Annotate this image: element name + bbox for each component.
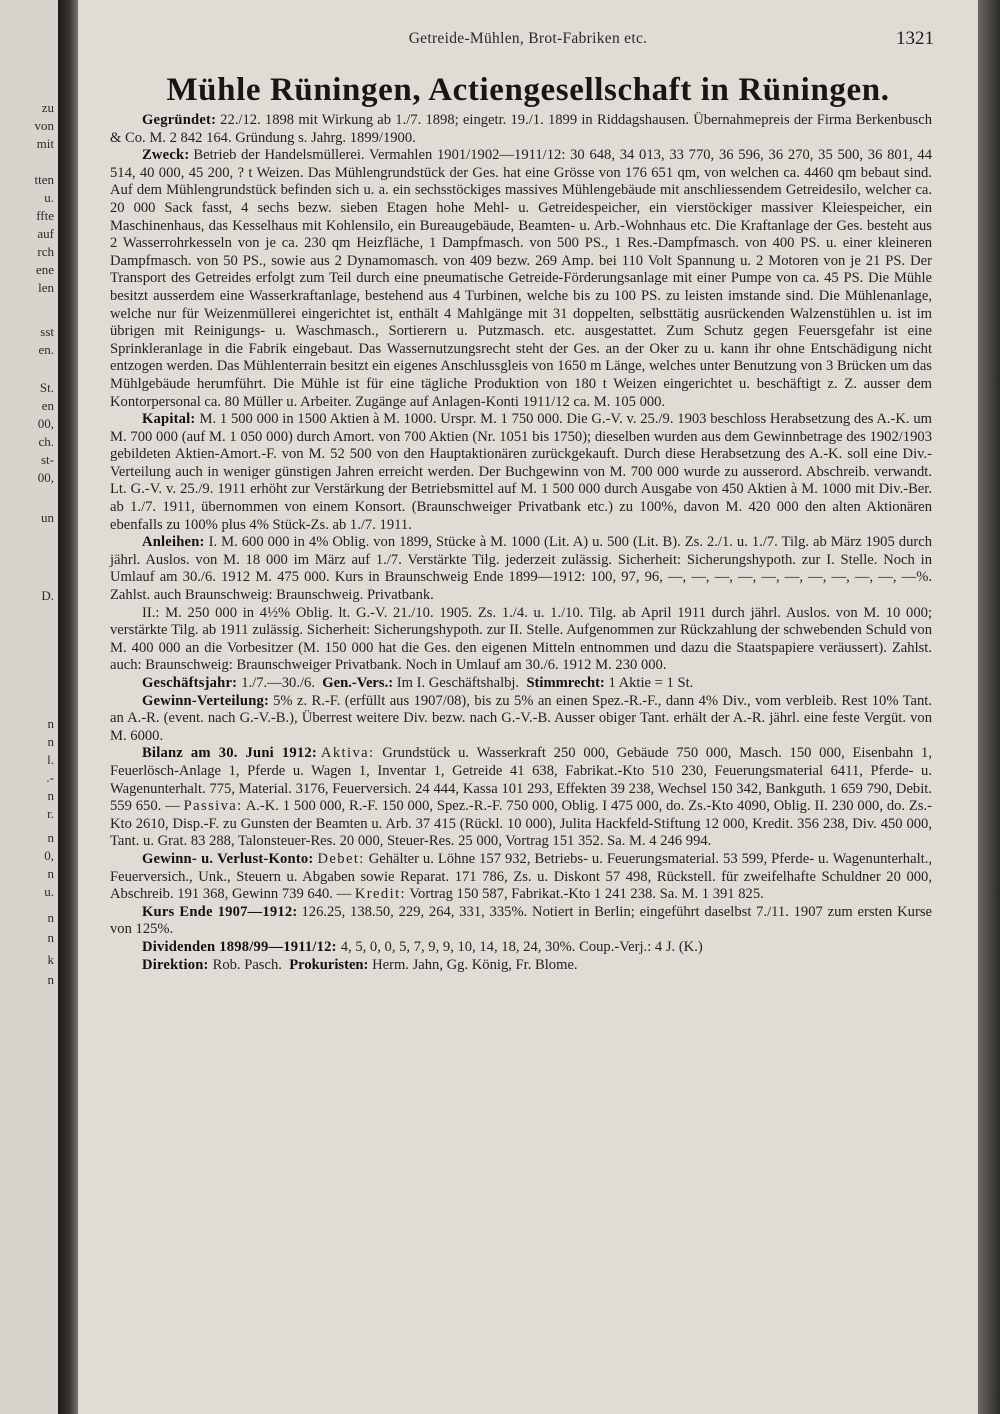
previous-page-fragment: k	[47, 952, 54, 967]
section-text: 5% z. R.-F. (erfüllt aus 1907/08), bis zu 5% an einen Spez.-R.-F., dann 4% Div., vom verbleib. Rest 10% Tant. an A.-R. (event. nach G.-V.-B.), Überrest weitere Div. bezw. nach G.-V.-B. Ausser obiger Tant. erhält der A.-R. jährl. eine feste Vergüt. von M. 6000.	[110, 692, 932, 744]
previous-page-fragment: u.	[44, 190, 54, 205]
section-anleihen-2	[110, 605, 932, 675]
previous-page-fragment: en.	[38, 342, 54, 357]
section-text: 126.25, 138.50, 229, 264, 331, 335%. Notiert in Berlin; eingeführt daselbst 7./11. 1907 zum ersten Kurse von 125%.	[110, 903, 932, 938]
previous-page-fragment: n	[47, 830, 54, 845]
previous-page-fragment: n	[47, 716, 54, 731]
section-text: 4, 5, 0, 0, 5, 7, 9, 9, 10, 14, 18, 24, 30%. Coup.-Verj.: 4 J. (K.)	[340, 938, 703, 955]
gen-vers-text: Im I. Geschäftshalbj.	[396, 675, 520, 691]
book-gutter	[58, 0, 78, 1414]
aktiva-label: Aktiva:	[320, 745, 375, 762]
entry-body	[110, 112, 932, 974]
kredit-label: Kredit:	[354, 886, 406, 903]
section-label: Gegründet:	[142, 112, 217, 128]
previous-page-fragment: n	[47, 910, 54, 925]
previous-page-fragment: sst	[40, 324, 54, 339]
passiva-label: Passiva:	[183, 798, 243, 815]
section-direktion	[110, 957, 932, 975]
section-gegruendet	[110, 112, 932, 147]
previous-page-fragment: n	[47, 734, 54, 749]
section-label: Kurs Ende 1907—1912:	[142, 903, 298, 920]
page	[78, 0, 978, 1414]
section-bilanz	[110, 745, 932, 851]
previous-page-fragment: .-	[46, 770, 54, 785]
section-label: Bilanz am 30. Juni 1912:	[142, 745, 317, 762]
debet-text: Gehälter u. Löhne 157 932, Betriebs- u. Feuerungsmaterial. 53 599, Pferde- u. Wagenunterhalt., Feuerversich., Unk., Steuern u. Abgaben sowie Reparat. 171 786, Zs. u. Diskont 57 498, Rückstell. für zweifelhafte Schuldner 20 000, Abschreib. 191 368, Gewinn 739 640. —	[110, 850, 932, 903]
section-gewinn-verteilung	[110, 693, 932, 746]
section-label: Anleihen:	[142, 534, 205, 551]
section-gewinn-verlust	[110, 851, 932, 904]
stimmrecht-text: 1 Aktie = 1 St.	[608, 675, 694, 691]
previous-page-fragment: von	[34, 118, 54, 133]
entry-title: Mühle Rüningen, Actiengesellschaft in Rüningen.	[166, 72, 890, 108]
section-text: I. M. 600 000 in 4% Oblig. von 1899, Stücke à M. 1000 (Lit. A) u. 500 (Lit. B). Zs. 2./1. u. 1./7. Tilg. ab März 1905 durch jährl. Auslos. von M. 18 000 im März auf 1./7. Verstärkte Tilg. jederzeit zulässig. Sicherheit: Sicherungshypoth. zur I. Stelle. Noch in Umlauf am 30./6. 1912 M. 475 000. Kurs in Braunschweig Ende 1899—1912: 100, 97, 96, —, —, —, —, —, —, —, —, —, —, —%. Zahlst. auch Braunschweig: Braunschweig. Privatbank.	[110, 534, 932, 604]
previous-page-fragment: ffte	[36, 208, 54, 223]
previous-page-fragment: mit	[36, 136, 54, 151]
section-label: Zweck:	[142, 147, 190, 164]
gen-vers-label: Gen.-Vers.:	[322, 675, 394, 691]
previous-page-fragment: n	[47, 972, 54, 987]
previous-page-fragment: St.	[39, 380, 54, 395]
previous-page-edge	[0, 0, 58, 1414]
section-zweck	[110, 147, 932, 411]
page-number: 1321	[896, 28, 934, 49]
prokuristen-label: Prokuristen:	[289, 956, 369, 973]
previous-page-fragment: n	[47, 930, 54, 945]
passiva-text: A.-K. 1 500 000, R.-F. 150 000, Spez.-R.-F. 750 000, Oblig. I 475 000, do. Zs.-Kto 4090, Oblig. II. 230 000, do. Zs.-Kto 2610, Disp.-F. zu Gunsten der Beamten u. Arb. 37 415 (Rückl. 10 000), Julita Hackfeld-Stiftung 12 000, Kredit. 356 238, Div. 450 000, Tant. u. Grat. 83 288, Talonsteuer-Res. 20 000, Steuer-Res. 25 000, Vortrag 151 352. Sa. M. 4 246 994.	[110, 798, 933, 850]
section-anleihen	[110, 534, 932, 604]
section-text: M. 1 500 000 in 1500 Aktien à M. 1000. Urspr. M. 1 750 000. Die G.-V. v. 25./9. 1903 beschloss Herabsetzung des A.-K. um M. 700 000 (auf M. 1 050 000) durch Amort. von 700 Aktien (Nr. 1051 bis 1750); dieselben wurden aus dem Gewinnbetrage des 1902/1903 gebildeten Aktien-Amort.-F. von M. 52 500 von den Hauptaktionären zurückgekauft. Durch diese Herabsetzung des A.-K. soll eine Div.-Verteilung auch in weniger günstigen Jahren erreicht werden. Der Buchgewinn von M. 700 000 wurde zu ausserord. Abschreib. verwandt. Lt. G.-V. v. 25./9. 1911 erhöht zur Verstärkung der Betriebsmittel auf M. 1 500 000 durch Ausgabe von 450 Aktien à M. 1000 mit Div.-Ber. ab 1./7. 1911, übernommen von einem Konsort. (Braunschweiger Privatbank etc.) zu 100%, davon M. 420 000 den alten Aktionären ebenfalls zu 100% plus 4% Stück-Zs. ab 1./7. 1911.	[110, 411, 932, 533]
previous-page-fragment: en	[41, 398, 54, 413]
section-text: II.: M. 250 000 in 4½% Oblig. lt. G.-V. 21./10. 1905. Zs. 1./4. u. 1./10. Tilg. ab April 1911 durch jährl. Auslos. von M. 10 000; verstärkte Tilg. ab 1911 zulässig. Sicherheit: Sicherungshypoth. zur II. Stelle. Aufgenommen zur Rückzahlung der schwebenden Schuld von M. 400 000 an die Vorbesitzer (M. 150 000 hat die Ges. den eigenen Mitteln entnommen und dazu die Staatspapiere veräussert). Zahlst. auch: Braunschweig: Braunschweiger Privatbank. Noch in Umlauf am 30./6. 1912 M. 230 000.	[110, 604, 932, 674]
section-geschaeftsjahr	[110, 675, 932, 693]
previous-page-fragment: r.	[47, 806, 54, 821]
previous-page-fragment: D.	[41, 588, 54, 603]
previous-page-fragment: st-	[41, 452, 54, 467]
previous-page-fragment: zu	[41, 100, 54, 115]
section-text: 22./12. 1898 mit Wirkung ab 1./7. 1898; eingetr. 19./1. 1899 in Riddagshausen. Übernahmepreis der Firma Berkenbusch & Co. M. 2 842 164. Gründung s. Jahrg. 1899/1900.	[110, 112, 932, 146]
kredit-text: Vortrag 150 587, Fabrikat.-Kto 1 241 238. Sa. M. 1 391 825.	[409, 886, 764, 903]
previous-page-fragment: un	[41, 510, 54, 525]
previous-page-fragment: rch	[37, 244, 54, 259]
previous-page-fragment: n	[47, 866, 54, 881]
section-label: Dividenden 1898/99—1911/12:	[142, 938, 337, 955]
previous-page-fragment: ene	[35, 262, 54, 277]
previous-page-fragment: n	[47, 788, 54, 803]
right-page-edge	[978, 0, 1000, 1414]
previous-page-fragment: ch.	[38, 434, 54, 449]
section-label: Direktion:	[142, 956, 209, 973]
section-label: Geschäftsjahr:	[142, 675, 238, 691]
previous-page-fragment: l.	[47, 752, 54, 767]
section-text: Rob. Pasch.	[212, 956, 282, 973]
stimmrecht-label: Stimmrecht:	[526, 675, 605, 691]
previous-page-fragment: len	[38, 280, 54, 295]
previous-page-fragment: auf	[37, 226, 54, 241]
section-text: 1./7.—30./6.	[241, 675, 315, 691]
prokuristen-text: Herm. Jahn, Gg. König, Fr. Blome.	[372, 956, 578, 973]
section-label: Gewinn- u. Verlust-Konto:	[142, 850, 314, 867]
section-kapital	[110, 411, 932, 534]
previous-page-fragment: 00,	[37, 416, 54, 431]
aktiva-text: Grundstück u. Wasserkraft 250 000, Gebäude 750 000, Masch. 150 000, Eisenbahn 1, Feuerlösch-Anlage 1, Pferde u. Wagen 1, Inventar 1, Getreide 41 638, Fabrikat.-Kto 510 230, Feuerungsmaterial 6411, Pferde- u. Wagenunterhalt. 775, Material. 3176, Feuerversich. 24 444, Kassa 101 293, Effekten 39 238, Wechsel 150 342, Bankguth. 1 659 790, Debit. 559 650. —	[110, 745, 932, 815]
previous-page-fragment: u.	[44, 884, 54, 899]
section-kurs	[110, 904, 932, 939]
section-label: Kapital:	[142, 411, 196, 428]
debet-label: Debet:	[317, 850, 365, 867]
previous-page-fragment: 00,	[37, 470, 54, 485]
section-label: Gewinn-Verteilung:	[142, 692, 270, 709]
running-head-title: Getreide-Mühlen, Brot-Fabriken etc.	[408, 30, 648, 47]
previous-page-fragment: tten	[34, 172, 54, 187]
previous-page-fragment: 0,	[44, 848, 54, 863]
section-text: Betrieb der Handelsmüllerei. Vermahlen 1901/1902—1911/12: 30 648, 34 013, 33 770, 36 596, 36 270, 35 500, 36 801, 44 514, 40 000, 45 200, ? t Weizen. Das Mühlengrundstück der Ges. hat eine Grösse von 176 651 qm, von welchen ca. 4460 qm bebaut sind. Auf dem Mühlengrundstück befinden sich u. a. ein sechsstöckiges massives Mühlengebäude mit anschliessendem Getreidesilo, welcher ca. 20 000 Sack fasst, 4 sechs bezw. sieben Etagen hohe Mehl- u. Getreidespeicher, ein vierstöckiger massiver Kleiespeicher, ein Maschinenhaus, das Kesselhaus mit Kohlensilo, ein Bureaugebäude, Beamten- u. Arb.-Wohnhaus etc. Die Kraftanlage der Ges. besteht aus 2 Wasserrohrkesseln von je ca. 230 qm Heizfläche, 1 Dampfmasch. von 500 PS., 1 Res.-Dampfmasch. von 400 PS. u. einer kleineren Dampfmasch. von 50 PS., sowie aus 2 Dynamomasch. von 409 bezw. 269 Amp. bei 110 Volt Spannung u. 2 Motoren von je 21 PS. Der Transport des Getreides erfolgt zum Teil durch eine pneumatische Getreide-Förderungsanlage mit einer Pumpe von ca. 45 PS. Die Mühle besitzt ausserdem eine Wasserkraftanlage, bestehend aus 4 Turbinen, welche bis zu 100 PS. zu leisten imstande sind. Die Mühlenanlage, welche nur für Weizenmüllerei eingerichtet ist, enthält 4 Mahlgänge mit 31 doppelten, selbsttätig ausrückenden Walzenstühlen u. ist im übrigen mit Reinigungs- u. Waschmasch., Sortierern u. Putzmasch. etc. ausgestattet. Zum Schutz gegen Feuersgefahr ist eine Sprinkleranlage in die Fabrik eingebaut. Das Wassernutzungsrecht steht der Ges. an der Oker zu u. kann ihr ohne Entschädigung nicht entzogen werden. Das Mühlenterrain besitzt ein eigenes Anschlussgleis von 1650 m Länge, welches unter Benutzung von 3 Brücken um das Mühlgebäude herumführt. Die Mühle ist für eine tägliche Produktion von 180 t Weizen eingerichtet u. beschäftigt z. Z. ausser dem Kontorpersonal ca. 80 Müller u. Arbeiter. Zugänge auf Anlagen-Konti 1911/12 ca. M. 105 000.	[110, 147, 932, 410]
section-dividenden	[110, 939, 932, 957]
running-head	[78, 30, 978, 54]
